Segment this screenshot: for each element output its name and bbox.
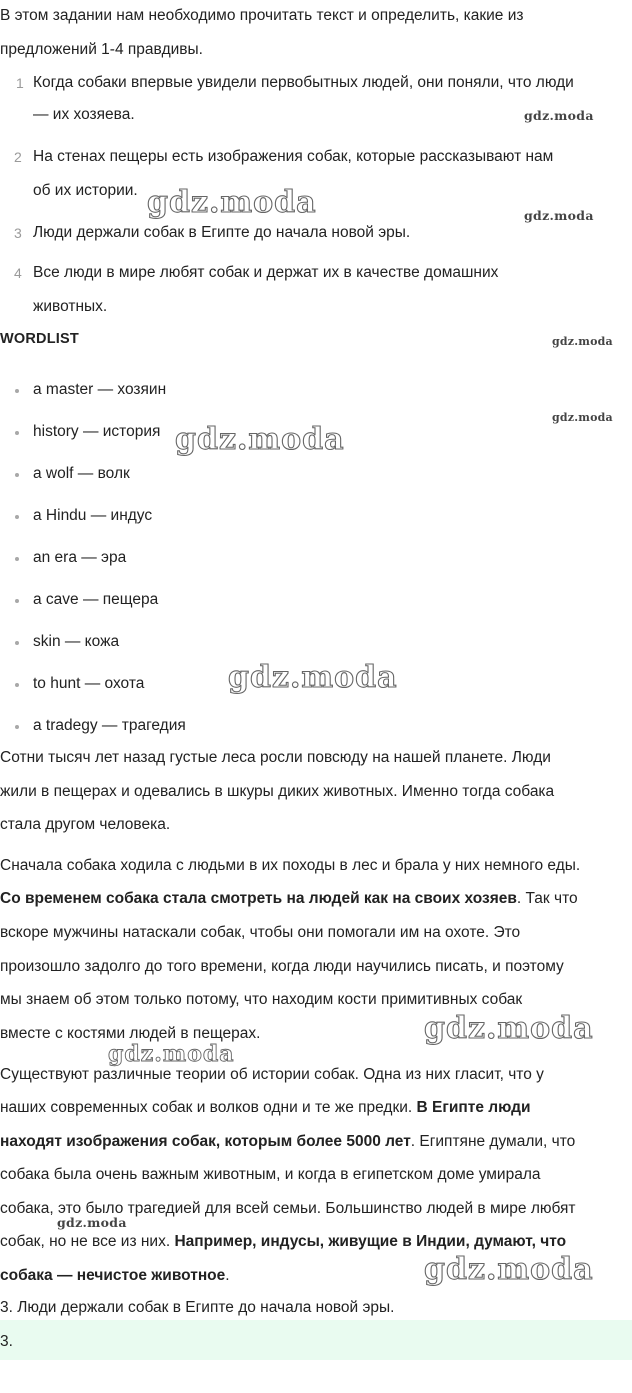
watermark: gdz.moda [228,660,398,695]
statement-text: Когда собаки впервые увидели первобытных людей, они поняли, что люди [33,74,574,91]
list-item: a Hindu — индус [33,507,153,524]
text-fragment: . [225,1267,230,1284]
text-fragment: . Египтяне думали, что [410,1133,576,1150]
list-item: a cave — пещера [33,591,159,608]
text-line [0,1098,531,1118]
watermark: gdz.moda [552,335,613,348]
answer-box [0,1320,632,1360]
text-line: собака, это было трагедией для всей семьи. Большинство людей в мире любят [0,1200,576,1217]
list-item: skin — кожа [33,633,120,650]
text-fragment: наших современных собак и волков одни и те же предки. [0,1099,417,1116]
text-line: жили в пещерах и одевались в шкуры диких животных. Именно тогда собака [0,783,555,800]
watermark: gdz.moda [424,1011,594,1046]
text-line: стала другом человека. [0,816,171,833]
intro-line-1: В этом задании нам необходимо прочитать текст и определить, какие из [0,7,524,24]
bullet-icon [15,683,19,687]
list-item: a tradegy — трагедия [33,717,186,734]
watermark: gdz.moda [108,1041,235,1067]
watermark: gdz.moda [147,185,317,220]
bullet-icon [15,431,19,435]
intro-line-2: предложений 1-4 правдивы. [0,41,203,58]
text-line: Сотни тысяч лет назад густые леса росли повсюду на нашей планете. Люди [0,749,551,766]
watermark: gdz.moda [57,1215,127,1230]
text-line [0,1232,566,1252]
text-line [0,1266,230,1286]
watermark: gdz.moda [175,422,345,457]
statement-text: Люди держали собак в Египте до начала новой эры. [33,224,411,241]
text-line [0,1132,575,1152]
statement-text: На стенах пещеры есть изображения собак, которые рассказывают нам [33,148,554,165]
highlight-text: Со временем собака стала смотреть на людей как на своих хозяев [0,890,517,907]
statement-number: 3 [14,225,22,241]
text-line [0,889,578,909]
watermark: gdz.moda [524,108,594,123]
text-line: вместе с костями людей в пещерах. [0,1025,261,1042]
text-line: собака была очень важным животным, и когда в египетском доме умирала [0,1166,541,1183]
watermark: gdz.moda [552,411,613,424]
list-item: history — история [33,423,161,440]
statement-number: 1 [16,75,24,91]
highlight-text: Например, индусы, живущие в Индии, думают, что [174,1233,567,1250]
bullet-icon [15,473,19,477]
statement-text: Все люди в мире любят собак и держат их в качестве домашних [33,264,499,281]
conclusion-line: 3. Люди держали собак в Египте до начала новой эры. [0,1299,395,1316]
list-item: an era — эра [33,549,127,566]
statement-text: — их хозяева. [33,106,135,123]
bullet-icon [15,641,19,645]
bullet-icon [15,515,19,519]
answer-text: 3. [0,1333,13,1350]
statement-number: 4 [14,265,22,281]
text-line: произошло задолго до того времени, когда люди научились писать, и поэтому [0,958,564,975]
statement-number: 2 [14,149,22,165]
statement-text: об их истории. [33,182,138,199]
list-item: a master — хозяин [33,381,167,398]
bullet-icon [15,389,19,393]
watermark: gdz.moda [424,1252,594,1287]
text-line: вскоре мужчины натаскали собак, чтобы они помогали им на охоте. Это [0,924,521,941]
text-line: Существуют различные теории об истории собак. Одна из них гласит, что у [0,1066,544,1083]
text-line: Сначала собака ходила с людьми в их походы в лес и брала у них немного еды. [0,857,581,874]
list-item: to hunt — охота [33,675,145,692]
highlight-text: В Египте люди [416,1099,531,1116]
text-fragment: собак, но не все из них. [0,1233,175,1250]
text-line: мы знаем об этом только потому, что находим кости примитивных собак [0,991,523,1008]
watermark: gdz.moda [524,208,594,223]
wordlist-title: WORDLIST [0,331,79,347]
list-item: a wolf — волк [33,465,130,482]
highlight-text: собака — нечистое животное [0,1267,226,1284]
text-fragment: . Так что [516,890,578,907]
highlight-text: находят изображения собак, которым более 5000 лет [0,1133,411,1150]
bullet-icon [15,557,19,561]
statement-text: животных. [33,298,108,315]
bullet-icon [15,599,19,603]
bullet-icon [15,725,19,729]
